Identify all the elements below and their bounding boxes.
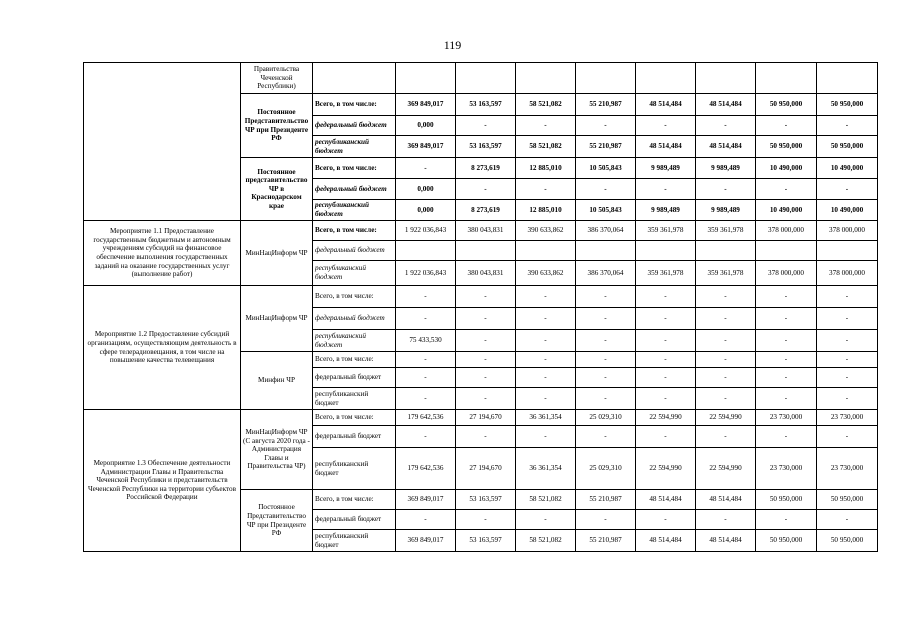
value-cell: 48 514,484 xyxy=(696,490,756,510)
value-cell: - xyxy=(516,179,576,200)
source-total: Всего, в том числе: xyxy=(313,94,396,116)
executor-cell: Правительства Чеченской Республики) xyxy=(241,63,313,94)
event-cell: Мероприятие 1.2 Предоставление субсидий организациям, осуществляющим деятельность в сфере телерадиовещания, в том числе на повышение качества телевещания xyxy=(84,286,241,410)
value-cell: 50 950,000 xyxy=(817,490,878,510)
value-cell: 359 361,978 xyxy=(696,221,756,241)
value-cell: - xyxy=(756,286,817,308)
value-cell: 22 594,990 xyxy=(696,448,756,490)
blank-cell xyxy=(516,63,576,94)
value-cell: 36 361,354 xyxy=(516,410,576,426)
value-cell: 8 273,619 xyxy=(456,158,516,179)
value-cell: - xyxy=(756,352,817,368)
value-cell: - xyxy=(516,426,576,448)
value-cell: 378 000,000 xyxy=(756,221,817,241)
value-cell: - xyxy=(396,510,456,530)
value-cell: 23 730,000 xyxy=(817,448,878,490)
source-total: Всего, в том числе: xyxy=(313,490,396,510)
page-number: 119 xyxy=(443,38,462,52)
value-cell: - xyxy=(636,368,696,388)
value-cell: 50 950,000 xyxy=(756,94,817,116)
value-cell: 22 594,990 xyxy=(636,448,696,490)
value-cell: - xyxy=(817,510,878,530)
value-cell: - xyxy=(576,308,636,330)
value-cell: - xyxy=(456,388,516,410)
value-cell: 380 043,831 xyxy=(456,261,516,286)
value-cell: - xyxy=(396,352,456,368)
source-republic: республиканский бюджет xyxy=(313,136,396,158)
value-cell: - xyxy=(456,116,516,136)
value-cell: 53 163,597 xyxy=(456,530,516,552)
value-cell: 12 885,010 xyxy=(516,158,576,179)
value-cell: 48 514,484 xyxy=(636,94,696,116)
value-cell xyxy=(396,241,456,261)
blank-cell xyxy=(456,63,516,94)
value-cell: - xyxy=(516,286,576,308)
event-cell: Мероприятие 1.3 Обеспечение деятельности Администрации Главы и Правительства Чеченской Республики и представительств Чеченской Республики на территории субъектов Российской Федерации xyxy=(84,410,241,552)
source-federal: федеральный бюджет xyxy=(313,116,396,136)
value-cell: 380 043,831 xyxy=(456,221,516,241)
value-cell: 0,000 xyxy=(396,179,456,200)
value-cell: 10 505,843 xyxy=(576,200,636,221)
table-row xyxy=(84,410,878,426)
value-cell: - xyxy=(516,510,576,530)
value-cell: - xyxy=(456,368,516,388)
value-cell: - xyxy=(696,510,756,530)
blank-cell xyxy=(756,63,817,94)
executor-cell: МинНацИнформ ЧР (С августа 2020 года - Администрация Главы и Правительства ЧР) xyxy=(241,410,313,490)
value-cell: - xyxy=(756,368,817,388)
value-cell: - xyxy=(576,510,636,530)
value-cell: 1 922 036,843 xyxy=(396,261,456,286)
value-cell: 50 950,000 xyxy=(817,94,878,116)
value-cell: - xyxy=(817,368,878,388)
value-cell: - xyxy=(636,510,696,530)
value-cell: 27 194,670 xyxy=(456,410,516,426)
value-cell: - xyxy=(696,368,756,388)
value-cell: 50 950,000 xyxy=(756,136,817,158)
value-cell: - xyxy=(576,286,636,308)
value-cell: - xyxy=(696,286,756,308)
value-cell xyxy=(696,241,756,261)
value-cell: - xyxy=(756,330,817,352)
event-cell-continued xyxy=(84,63,241,221)
value-cell: 386 370,064 xyxy=(576,261,636,286)
value-cell: - xyxy=(756,388,817,410)
value-cell: - xyxy=(576,116,636,136)
value-cell: 22 594,990 xyxy=(696,410,756,426)
value-cell: 48 514,484 xyxy=(636,136,696,158)
value-cell: 390 633,862 xyxy=(516,261,576,286)
value-cell: 359 361,978 xyxy=(636,221,696,241)
value-cell: 378 000,000 xyxy=(756,261,817,286)
source-federal: федеральный бюджет xyxy=(313,241,396,261)
value-cell xyxy=(636,241,696,261)
value-cell: - xyxy=(396,426,456,448)
value-cell: - xyxy=(817,330,878,352)
value-cell: 58 521,082 xyxy=(516,94,576,116)
value-cell: - xyxy=(396,286,456,308)
source-republic: республиканский бюджет xyxy=(313,388,396,410)
table-row xyxy=(84,63,878,94)
value-cell: 55 210,987 xyxy=(576,490,636,510)
value-cell: 9 989,489 xyxy=(696,200,756,221)
value-cell: - xyxy=(817,286,878,308)
value-cell: - xyxy=(817,388,878,410)
value-cell: - xyxy=(636,352,696,368)
value-cell: 9 989,489 xyxy=(636,200,696,221)
value-cell: - xyxy=(696,308,756,330)
value-cell: - xyxy=(456,308,516,330)
value-cell: 359 361,978 xyxy=(696,261,756,286)
source-republic: республиканский бюджет xyxy=(313,330,396,352)
value-cell: 53 163,597 xyxy=(456,136,516,158)
value-cell: - xyxy=(696,388,756,410)
value-cell: 55 210,987 xyxy=(576,94,636,116)
source-republic: республиканский бюджет xyxy=(313,530,396,552)
value-cell: 378 000,000 xyxy=(817,221,878,241)
value-cell: - xyxy=(636,426,696,448)
value-cell: - xyxy=(456,426,516,448)
source-federal: федеральный бюджет xyxy=(313,308,396,330)
value-cell: 0,000 xyxy=(396,200,456,221)
value-cell: - xyxy=(636,330,696,352)
source-federal: федеральный бюджет xyxy=(313,426,396,448)
value-cell: - xyxy=(756,426,817,448)
value-cell: 75 433,530 xyxy=(396,330,456,352)
value-cell xyxy=(516,241,576,261)
value-cell: - xyxy=(516,352,576,368)
value-cell: - xyxy=(576,352,636,368)
value-cell: 23 730,000 xyxy=(817,410,878,426)
value-cell: - xyxy=(576,368,636,388)
value-cell: - xyxy=(396,368,456,388)
value-cell xyxy=(576,241,636,261)
value-cell: 53 163,597 xyxy=(456,490,516,510)
value-cell: - xyxy=(696,330,756,352)
executor-cell: МинНацИнформ ЧР xyxy=(241,221,313,286)
value-cell: 53 163,597 xyxy=(456,94,516,116)
source-republic: республиканский бюджет xyxy=(313,448,396,490)
value-cell: - xyxy=(456,286,516,308)
value-cell: - xyxy=(516,330,576,352)
value-cell xyxy=(756,241,817,261)
value-cell: 369 849,017 xyxy=(396,530,456,552)
value-cell: - xyxy=(516,116,576,136)
value-cell: 9 989,489 xyxy=(636,158,696,179)
source-total: Всего, в том числе: xyxy=(313,158,396,179)
value-cell: - xyxy=(576,330,636,352)
value-cell: - xyxy=(756,308,817,330)
value-cell: 378 000,000 xyxy=(817,261,878,286)
value-cell: 369 849,017 xyxy=(396,136,456,158)
executor-cell: Постоянное Представительство ЧР при Президенте РФ xyxy=(241,490,313,552)
blank-cell xyxy=(576,63,636,94)
blank-cell xyxy=(696,63,756,94)
value-cell: - xyxy=(576,426,636,448)
value-cell: - xyxy=(636,179,696,200)
source-federal: федеральный бюджет xyxy=(313,510,396,530)
value-cell: - xyxy=(636,308,696,330)
value-cell: - xyxy=(696,426,756,448)
value-cell: 359 361,978 xyxy=(636,261,696,286)
blank-cell xyxy=(817,63,878,94)
value-cell xyxy=(456,241,516,261)
value-cell: 55 210,987 xyxy=(576,136,636,158)
value-cell: - xyxy=(576,388,636,410)
value-cell: 50 950,000 xyxy=(817,136,878,158)
value-cell: 1 922 036,843 xyxy=(396,221,456,241)
value-cell: - xyxy=(756,510,817,530)
value-cell: 12 885,010 xyxy=(516,200,576,221)
value-cell: - xyxy=(817,426,878,448)
value-cell: 48 514,484 xyxy=(696,94,756,116)
value-cell: 27 194,670 xyxy=(456,448,516,490)
source-total: Всего, в том числе: xyxy=(313,221,396,241)
source-republic: республиканский бюджет xyxy=(313,200,396,221)
value-cell: 55 210,987 xyxy=(576,530,636,552)
value-cell: 48 514,484 xyxy=(636,530,696,552)
value-cell: - xyxy=(817,352,878,368)
executor-cell: Постоянное представительство ЧР в Краснодарском крае xyxy=(241,158,313,221)
value-cell: 25 029,310 xyxy=(576,448,636,490)
value-cell: - xyxy=(396,158,456,179)
value-cell: 8 273,619 xyxy=(456,200,516,221)
value-cell: - xyxy=(516,388,576,410)
value-cell: - xyxy=(636,388,696,410)
value-cell: - xyxy=(696,352,756,368)
value-cell: 50 950,000 xyxy=(756,530,817,552)
value-cell: 50 950,000 xyxy=(817,530,878,552)
value-cell: 22 594,990 xyxy=(636,410,696,426)
value-cell: 58 521,082 xyxy=(516,530,576,552)
source-total: Всего, в том числе: xyxy=(313,352,396,368)
value-cell: - xyxy=(636,116,696,136)
value-cell: 10 490,000 xyxy=(756,200,817,221)
event-cell: Мероприятие 1.1 Предоставление государственным бюджетным и автономным учреждениям субсидий на финансовое обеспечение выполнения государственных заданий на оказание государственных услуг (выполнение работ) xyxy=(84,221,241,286)
value-cell: - xyxy=(516,368,576,388)
value-cell: - xyxy=(576,179,636,200)
value-cell: - xyxy=(456,510,516,530)
value-cell: - xyxy=(817,179,878,200)
blank-cell xyxy=(313,63,396,94)
value-cell: 386 370,064 xyxy=(576,221,636,241)
value-cell: 23 730,000 xyxy=(756,448,817,490)
value-cell: 36 361,354 xyxy=(516,448,576,490)
value-cell: 390 633,862 xyxy=(516,221,576,241)
value-cell: 10 505,843 xyxy=(576,158,636,179)
value-cell: 0,000 xyxy=(396,116,456,136)
value-cell xyxy=(817,241,878,261)
value-cell: - xyxy=(696,116,756,136)
value-cell: 10 490,000 xyxy=(817,158,878,179)
source-total: Всего, в том числе: xyxy=(313,410,396,426)
executor-cell: Минфин ЧР xyxy=(241,352,313,410)
value-cell: 58 521,082 xyxy=(516,490,576,510)
value-cell: 25 029,310 xyxy=(576,410,636,426)
value-cell: - xyxy=(396,308,456,330)
blank-cell xyxy=(396,63,456,94)
value-cell: - xyxy=(817,308,878,330)
budget-table xyxy=(83,62,878,552)
blank-cell xyxy=(636,63,696,94)
value-cell: - xyxy=(456,179,516,200)
value-cell: - xyxy=(696,179,756,200)
executor-cell: МинНацИнформ ЧР xyxy=(241,286,313,352)
value-cell: 48 514,484 xyxy=(696,530,756,552)
value-cell: - xyxy=(756,116,817,136)
value-cell: 48 514,484 xyxy=(636,490,696,510)
value-cell: - xyxy=(636,286,696,308)
value-cell: - xyxy=(456,352,516,368)
value-cell: 23 730,000 xyxy=(756,410,817,426)
value-cell: - xyxy=(817,116,878,136)
value-cell: 48 514,484 xyxy=(696,136,756,158)
executor-cell: Постоянное Представительство ЧР при Президенте РФ xyxy=(241,94,313,158)
table-row xyxy=(84,286,878,308)
table-row xyxy=(84,221,878,241)
value-cell: - xyxy=(756,179,817,200)
value-cell: 10 490,000 xyxy=(756,158,817,179)
value-cell: 9 989,489 xyxy=(696,158,756,179)
source-total: Всего, в том числе: xyxy=(313,286,396,308)
value-cell: 10 490,000 xyxy=(817,200,878,221)
value-cell: 369 849,017 xyxy=(396,94,456,116)
value-cell: - xyxy=(516,308,576,330)
value-cell: - xyxy=(456,330,516,352)
value-cell: - xyxy=(396,388,456,410)
value-cell: 369 849,017 xyxy=(396,490,456,510)
value-cell: 179 642,536 xyxy=(396,410,456,426)
source-federal: федеральный бюджет xyxy=(313,368,396,388)
source-federal: федеральный бюджет xyxy=(313,179,396,200)
value-cell: 50 950,000 xyxy=(756,490,817,510)
value-cell: 58 521,082 xyxy=(516,136,576,158)
source-republic: республиканский бюджет xyxy=(313,261,396,286)
value-cell: 179 642,536 xyxy=(396,448,456,490)
